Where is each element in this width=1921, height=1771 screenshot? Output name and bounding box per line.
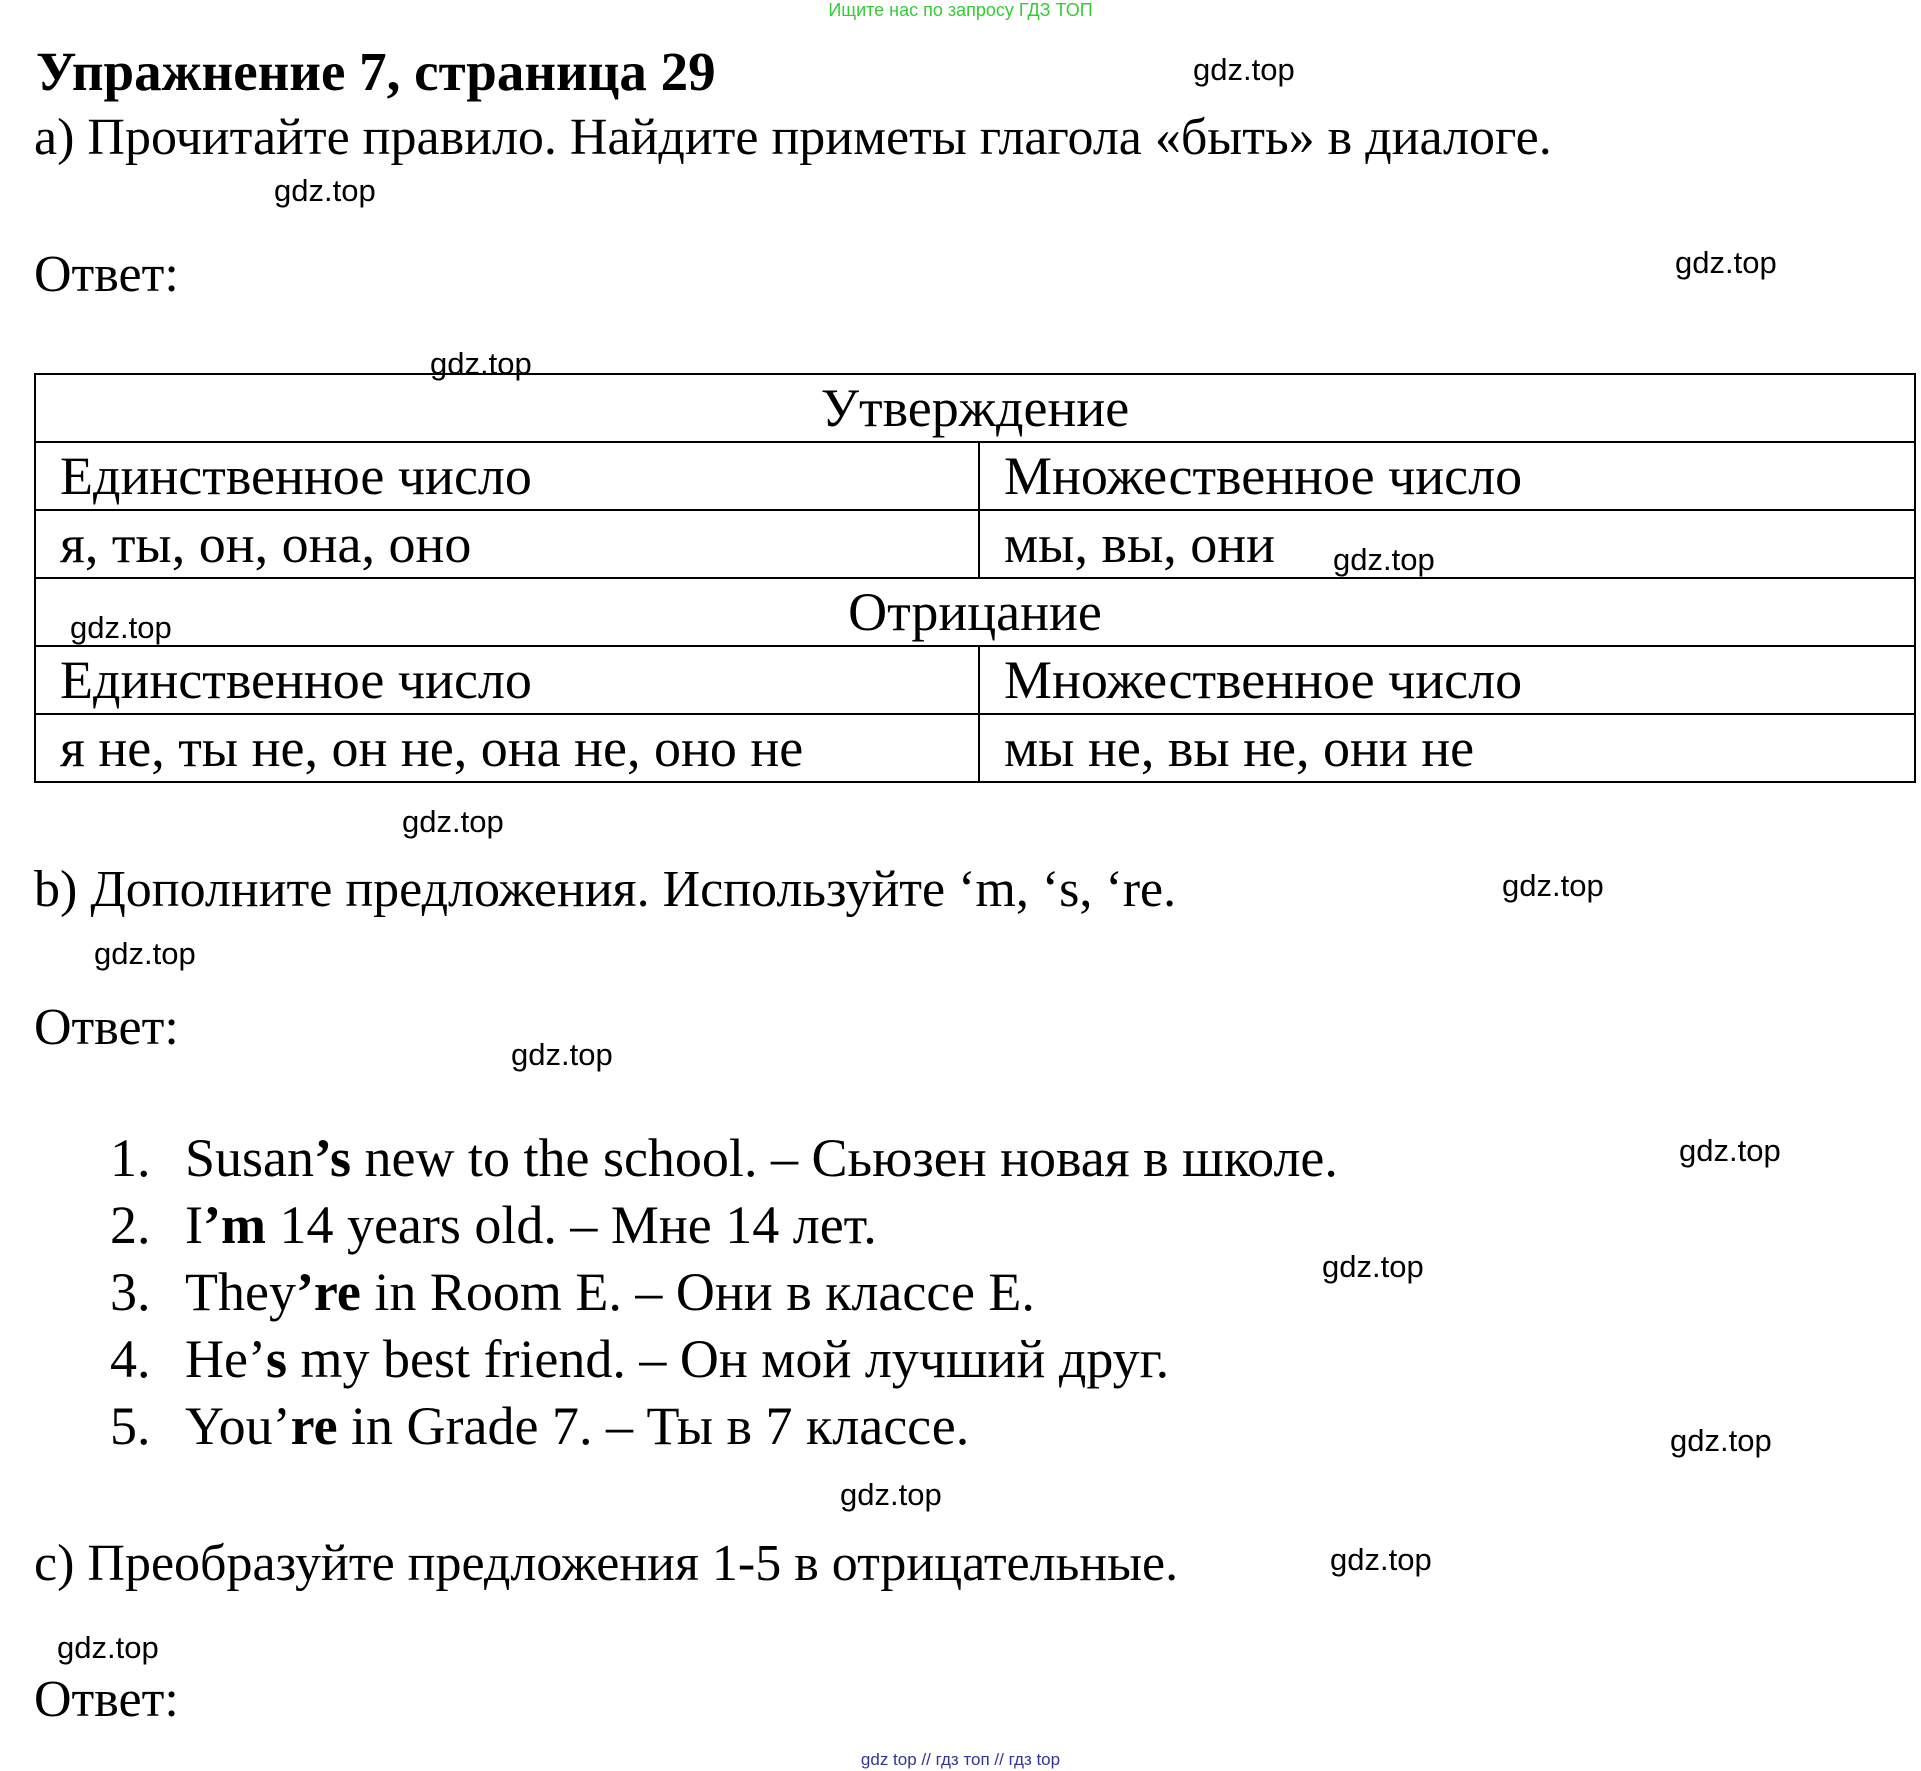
list-item-post: new to the school. – Сьюзен новая в школе. [351,1128,1338,1188]
watermark: gdz.top [1330,1542,1432,1577]
page-title: Упражнение 7, страница 29 [36,41,716,102]
list-item-post: 14 years old. – Мне 14 лет. [265,1195,877,1255]
watermark: gdz.top [274,173,376,208]
list-item-pre: I [185,1195,203,1255]
watermark: gdz.top [57,1630,159,1665]
negative-header: Отрицание [35,578,1915,646]
list-item-number: 4. [110,1329,151,1389]
watermark: gdz.top [1193,52,1295,87]
watermark: gdz.top [1670,1423,1772,1458]
top-banner: Ищите нас по запросу ГДЗ ТОП [828,0,1093,20]
watermark: gdz.top [1679,1133,1781,1168]
affirmative-singular-cell: я, ты, он, она, оно [35,510,979,578]
list-item-number: 2. [110,1195,151,1255]
answer-list [110,1125,1338,1460]
watermark: gdz.top [70,610,172,645]
affirmative-plural-header: Множественное число [979,442,1915,510]
affirmative-plural-cell: мы, вы, они [979,510,1915,578]
list-item-post: in Grade 7. – Ты в 7 классе. [337,1396,970,1456]
list-item [110,1393,1338,1460]
list-item-number: 3. [110,1262,151,1322]
affirmative-header: Утверждение [35,374,1915,442]
table-row [35,714,1915,782]
negative-singular-cell: я не, ты не, он не, она не, оно не [35,714,979,782]
list-item-pre: He’ [185,1329,266,1389]
negative-singular-header: Единственное число [35,646,979,714]
table-row [35,578,1915,646]
watermark: gdz.top [840,1477,942,1512]
answer-label-b: Ответ: [34,999,179,1056]
list-item [110,1259,1338,1326]
list-item-bold: ’re [295,1262,361,1322]
affirmative-singular-header: Единственное число [35,442,979,510]
watermark: gdz.top [1322,1249,1424,1284]
table-row [35,374,1915,442]
list-item-pre: You’ [185,1396,291,1456]
watermark: gdz.top [402,804,504,839]
watermark: gdz.top [430,346,532,381]
list-item [110,1326,1338,1393]
list-item-post: my best friend. – Он мой лучший друг. [286,1329,1170,1389]
table-row [35,646,1915,714]
watermark: gdz.top [1675,245,1777,280]
watermark: gdz.top [511,1037,613,1072]
watermark: gdz.top [94,936,196,971]
negative-plural-header: Множественное число [979,646,1915,714]
task-a-text: a) Прочитайте правило. Найдите приметы глагола «быть» в диалоге. [34,109,1552,166]
list-item-bold: s [265,1329,287,1389]
list-item-bold: ’s [314,1128,352,1188]
list-item-number: 1. [110,1128,151,1188]
negative-plural-cell: мы не, вы не, они не [979,714,1915,782]
list-item-pre: Susan [185,1128,315,1188]
task-c-text: c) Преобразуйте предложения 1-5 в отрицательные. [34,1535,1179,1592]
list-item [110,1125,1338,1192]
bottom-banner: gdz top // гдз топ // гдз top [860,1750,1061,1769]
list-item-number: 5. [110,1396,151,1456]
table-row [35,442,1915,510]
list-item [110,1192,1338,1259]
list-item-pre: They [185,1262,296,1322]
answer-label-a: Ответ: [34,246,179,303]
answer-label-c: Ответ: [34,1671,179,1728]
watermark: gdz.top [1333,542,1435,577]
task-b-text: b) Дополните предложения. Используйте ‘m, ‘s, ‘re. [34,861,1177,918]
list-item-post: in Room E. – Они в классе Е. [360,1262,1035,1322]
list-item-bold: re [290,1396,338,1456]
be-verb-rules-table [34,373,1916,783]
list-item-bold: ’m [202,1195,266,1255]
table-row [35,510,1915,578]
watermark: gdz.top [1502,868,1604,903]
